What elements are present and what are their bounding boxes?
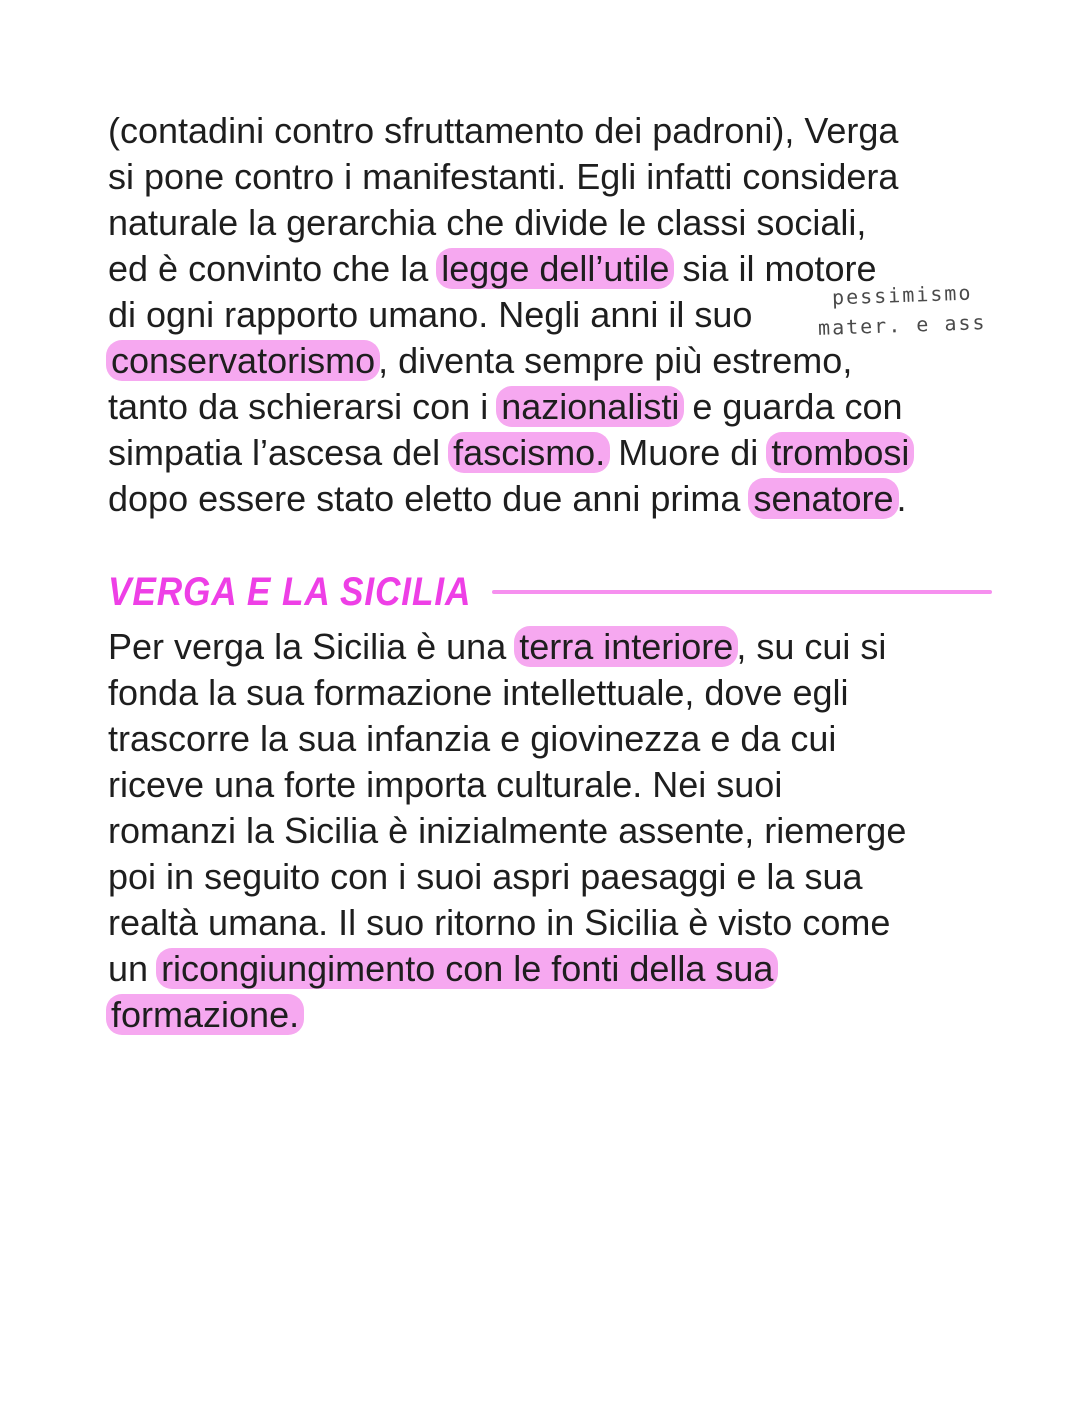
- text-line: [108, 338, 1008, 384]
- heading-divider: [492, 590, 992, 594]
- text-span: , su cui si: [736, 626, 887, 667]
- text-span: , diventa sempre più estremo,: [378, 340, 853, 381]
- text-span: ed è convinto che la: [108, 248, 429, 289]
- highlight-conservatorismo: conservatorismo: [106, 340, 380, 381]
- text-span: simpatia l’ascesa del: [108, 432, 441, 473]
- highlight-fascismo: fascismo.: [448, 432, 610, 473]
- text-span: fonda la sua formazione intellettuale, dove egli: [108, 672, 849, 713]
- text-line: [108, 154, 1008, 200]
- text-span: tanto da schierarsi con i: [108, 386, 489, 427]
- text-span: naturale la gerarchia che divide le classi sociali,: [108, 202, 867, 243]
- text-span: si pone contro i manifestanti. Egli infatti considera: [108, 156, 899, 197]
- text-span: Muore di: [618, 432, 759, 473]
- handwritten-note-mater: mater. e ass: [817, 310, 987, 340]
- text-span: trascorre la sua infanzia e giovinezza e da cui: [108, 718, 837, 759]
- text-span: (contadini contro sfruttamento dei padroni), Verga: [108, 110, 899, 151]
- text-span: un: [108, 948, 149, 989]
- text-span: Per verga la Sicilia è una: [108, 626, 507, 667]
- text-span: sia il motore: [682, 248, 877, 289]
- text-line: [108, 384, 1008, 430]
- highlight-nazionalisti: nazionalisti: [496, 386, 684, 427]
- text-line: [108, 476, 1008, 522]
- text-line: [108, 716, 1008, 762]
- text-line: [108, 854, 1008, 900]
- text-span: di ogni rapporto umano. Negli anni il suo: [108, 294, 753, 335]
- text-line: [108, 808, 1008, 854]
- text-line: [108, 200, 1008, 246]
- text-span: romanzi la Sicilia è inizialmente assente, riemerge: [108, 810, 907, 851]
- text-line: [108, 430, 1008, 476]
- text-line: [108, 946, 1008, 992]
- text-line: [108, 670, 1008, 716]
- text-span: riceve una forte importa culturale. Nei suoi: [108, 764, 783, 805]
- text-span: poi in seguito con i suoi aspri paesaggi e la sua: [108, 856, 863, 897]
- highlight-trombosi: trombosi: [766, 432, 914, 473]
- text-span: .: [896, 478, 907, 519]
- handwritten-note-pessimismo: pessimismo: [831, 280, 973, 310]
- section-heading: VERGA E LA SICILIA: [108, 570, 472, 614]
- highlight-terra-interiore: terra interiore: [514, 626, 738, 667]
- text-line: [108, 762, 1008, 808]
- text-line: [108, 900, 1008, 946]
- text-span: dopo essere stato eletto due anni prima: [108, 478, 741, 519]
- highlight-ricongiungimento: ricongiungimento con le fonti della sua: [156, 948, 778, 989]
- text-line: [108, 108, 1008, 154]
- text-span: e guarda con: [692, 386, 903, 427]
- highlight-formazione: formazione.: [106, 994, 304, 1035]
- text-line: [108, 992, 1008, 1038]
- paragraph-verga-sicilia: [108, 624, 1008, 1038]
- highlight-senatore: senatore: [748, 478, 898, 519]
- text-span: realtà umana. Il suo ritorno in Sicilia è visto come: [108, 902, 891, 943]
- highlight-legge-utile: legge dell’utile: [436, 248, 674, 289]
- text-line: [108, 624, 1008, 670]
